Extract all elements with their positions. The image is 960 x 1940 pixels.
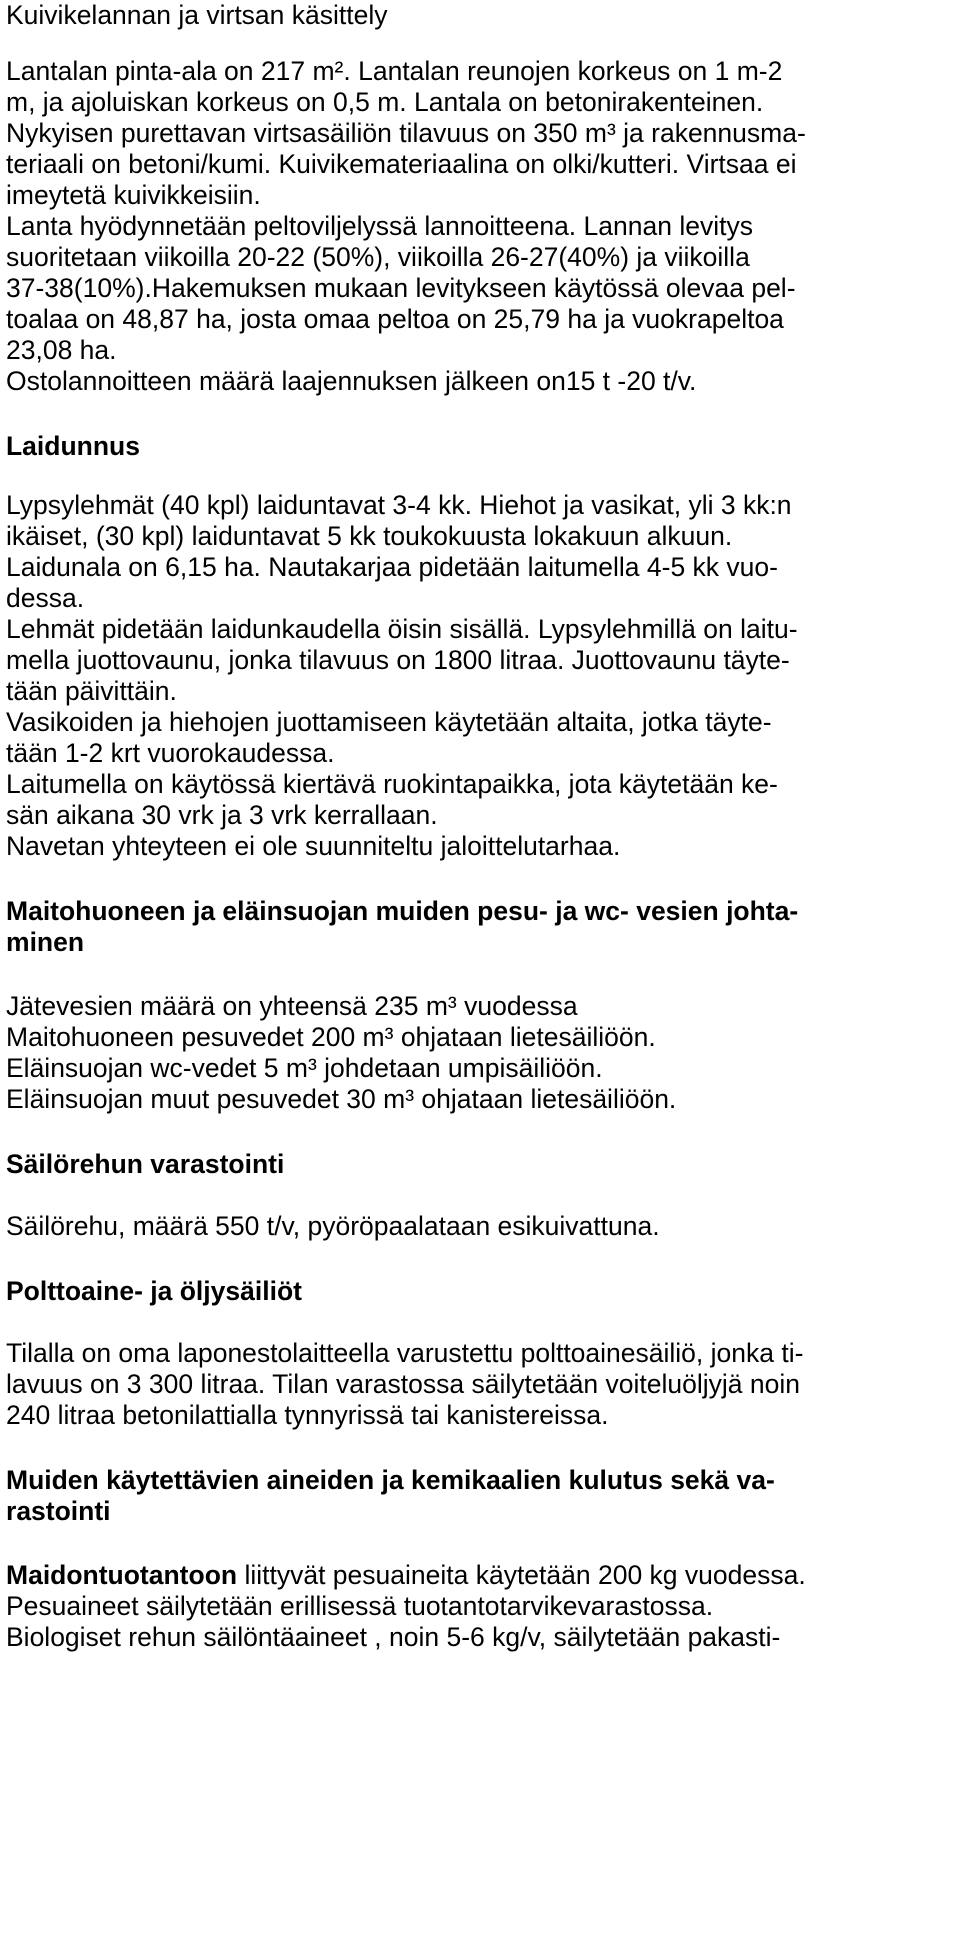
body-line: Pesuaineet säilytetään erillisessä tuotantotarvikevarastossa. — [6, 1591, 714, 1621]
section-wastewater — [6, 896, 960, 1115]
body-line: Säilörehu, määrä 550 t/v, pyöröpaalataan esikuivattuna. — [6, 1211, 660, 1241]
section-manure-handling — [6, 0, 960, 397]
section-fuel-tanks — [6, 1276, 960, 1431]
body-line: Laidunala on 6,15 ha. Nautakarjaa pidetään laitumella 4-5 kk vuo- — [6, 552, 778, 582]
section-silage-storage — [6, 1149, 960, 1242]
section-heading-line: Muiden käytettävien aineiden ja kemikaalien kulutus sekä va- — [6, 1465, 775, 1495]
body-line: dessa. — [6, 583, 85, 613]
body-line-rest: liittyvät pesuaineita käytetään 200 kg vuodessa. — [237, 1560, 806, 1590]
body-line: ikäiset, (30 kpl) laiduntavat 5 kk toukokuusta lokakuun alkuun. — [6, 521, 733, 551]
section-heading: Polttoaine- ja öljysäiliöt — [6, 1276, 302, 1306]
section-grazing — [6, 431, 960, 862]
section-body — [6, 1211, 960, 1242]
section-heading: Laidunnus — [6, 431, 140, 461]
section-chemicals — [6, 1465, 960, 1653]
section-body — [6, 56, 960, 397]
body-line: teriaali on betoni/kumi. Kuivikemateriaalina on olki/kutteri. Virtsaa ei — [6, 149, 797, 179]
body-line: Maitohuoneen pesuvedet 200 m³ ohjataan lietesäiliöön. — [6, 1022, 656, 1052]
body-line: suoritetaan viikoilla 20-22 (50%), viikoilla 26-27(40%) ja viikoilla — [6, 242, 750, 272]
body-line: tään 1-2 krt vuorokaudessa. — [6, 738, 335, 768]
body-line: mella juottovaunu, jonka tilavuus on 1800 litraa. Juottovaunu täyte- — [6, 645, 790, 675]
body-line: Lypsylehmät (40 kpl) laiduntavat 3-4 kk. Hiehot ja vasikat, yli 3 kk:n — [6, 490, 792, 520]
body-line: lavuus on 3 300 litraa. Tilan varastossa säilytetään voiteluöljyjä noin — [6, 1369, 800, 1399]
body-line: Jätevesien määrä on yhteensä 235 m³ vuodessa — [6, 991, 578, 1021]
body-line: Laitumella on käytössä kiertävä ruokintapaikka, jota käytetään ke- — [6, 769, 778, 799]
bold-lead-term: Maidontuotantoon — [6, 1560, 238, 1590]
body-line: Lehmät pidetään laidunkaudella öisin sisällä. Lypsylehmillä on laitu- — [6, 614, 798, 644]
body-line: Eläinsuojan wc-vedet 5 m³ johdetaan umpisäiliöön. — [6, 1053, 603, 1083]
body-line: imeytetä kuivikkeisiin. — [6, 180, 261, 210]
section-body — [6, 1338, 960, 1431]
body-line: Tilalla on oma laponestolaitteella varustettu polttoainesäiliö, jonka ti- — [6, 1338, 804, 1368]
body-line: Lantalan pinta-ala on 217 m². Lantalan reunojen korkeus on 1 m-2 — [6, 56, 783, 86]
body-line: Vasikoiden ja hiehojen juottamiseen käytetään altaita, jotka täyte- — [6, 707, 772, 737]
body-line — [6, 1560, 960, 1591]
body-line: Biologiset rehun säilöntäaineet , noin 5-6 kg/v, säilytetään pakasti- — [6, 1622, 781, 1652]
body-line: Ostolannoitteen määrä laajennuksen jälkeen on15 t -20 t/v. — [6, 366, 697, 396]
body-line: Eläinsuojan muut pesuvedet 30 m³ ohjataan lietesäiliöön. — [6, 1084, 677, 1114]
section-heading-line: Maitohuoneen ja eläinsuojan muiden pesu- ja wc- vesien johta- — [6, 896, 799, 926]
section-body — [6, 1560, 960, 1653]
section-heading-line: rastointi — [6, 1496, 111, 1526]
section-heading: Säilörehun varastointi — [6, 1149, 285, 1179]
body-line: Nykyisen purettavan virtsasäiliön tilavuus on 350 m³ ja rakennusma- — [6, 118, 806, 148]
section-heading-line: minen — [6, 927, 85, 957]
section-body — [6, 490, 960, 862]
body-line: 37-38(10%).Hakemuksen mukaan levitykseen käytössä olevaa pel- — [6, 273, 796, 303]
body-line: Navetan yhteyteen ei ole suunniteltu jaloittelutarhaa. — [6, 831, 621, 861]
body-line: tään päivittäin. — [6, 676, 177, 706]
section-heading: Kuivikelannan ja virtsan käsittely — [6, 0, 388, 30]
body-line: 240 litraa betonilattialla tynnyrissä tai kanistereissa. — [6, 1400, 609, 1430]
body-line: toalaa on 48,87 ha, josta omaa peltoa on 25,79 ha ja vuokrapeltoa — [6, 304, 784, 334]
section-body — [6, 991, 960, 1115]
body-line: m, ja ajoluiskan korkeus on 0,5 m. Lantala on betonirakenteinen. — [6, 87, 764, 117]
body-line: 23,08 ha. — [6, 335, 117, 365]
body-line: Lanta hyödynnetään peltoviljelyssä lannoitteena. Lannan levitys — [6, 211, 753, 241]
body-line: sän aikana 30 vrk ja 3 vrk kerrallaan. — [6, 800, 438, 830]
